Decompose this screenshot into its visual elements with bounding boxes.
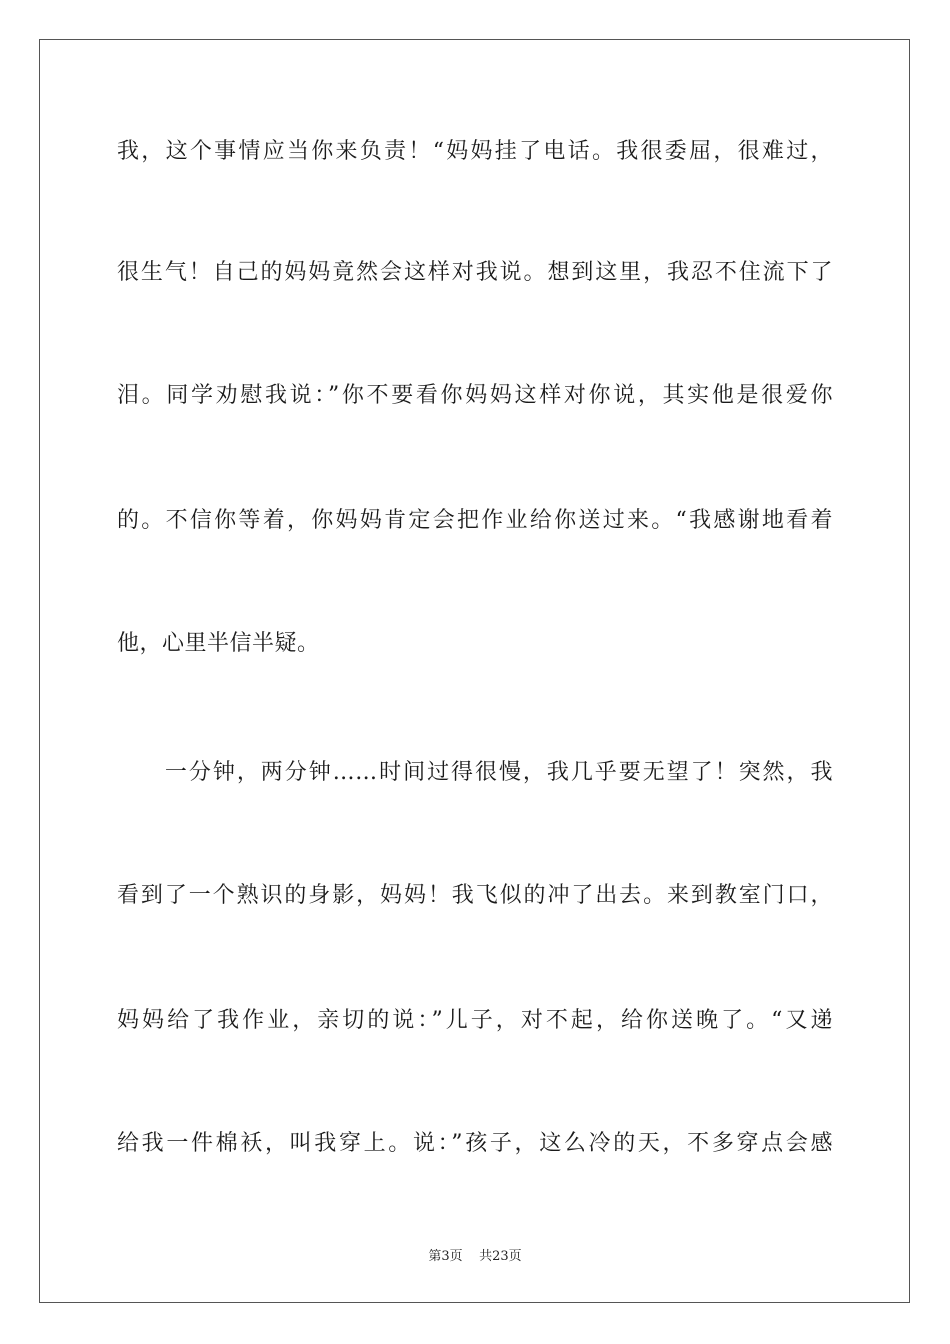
- text-line: 给我一件棉袄，叫我穿上。说：”孩子，这么冷的天，不多穿点会感: [117, 1131, 833, 1156]
- text-line: 妈妈给了我作业，亲切的说：”儿子，对不起，给你送晚了。“又递: [117, 1008, 833, 1033]
- page-footer: [0, 1248, 950, 1266]
- page-border: [39, 39, 910, 1303]
- text-line: 他，心里半信半疑。: [117, 631, 320, 656]
- text-line: 泪。同学劝慰我说：”你不要看你妈妈这样对你说，其实他是很爱你: [117, 383, 833, 408]
- text-line: 我，这个事情应当你来负责！“妈妈挂了电话。我很委屈，很难过，: [117, 139, 833, 164]
- page-number: 第3页: [428, 1249, 463, 1264]
- text-line: 的。不信你等着，你妈妈肯定会把作业给你送过来。“我感谢地看着: [117, 508, 833, 533]
- text-line: 看到了一个熟识的身影，妈妈！我飞似的冲了出去。来到教室门口，: [117, 883, 833, 908]
- text-line: 很生气！自己的妈妈竟然会这样对我说。想到这里，我忍不住流下了: [117, 260, 833, 285]
- page-total: 共23页: [479, 1249, 522, 1264]
- text-line: 一分钟，两分钟……时间过得很慢，我几乎要无望了！突然，我: [117, 760, 833, 785]
